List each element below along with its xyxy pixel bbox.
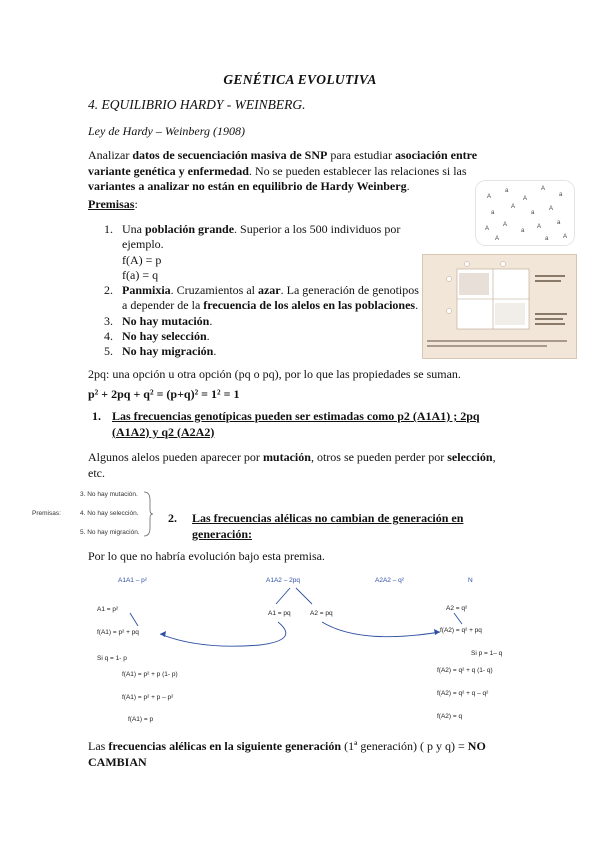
- mini-premisa-item: 3. No hay mutación.: [80, 491, 138, 498]
- brace-icon: [142, 490, 154, 538]
- svg-text:A: A: [495, 236, 500, 242]
- svg-text:A: A: [563, 234, 568, 240]
- genotype-a2a2: A2A2 – q²: [375, 577, 404, 584]
- a2-pq: A2 = pq: [310, 610, 333, 617]
- svg-text:A: A: [503, 222, 508, 228]
- total-n: N: [468, 577, 473, 584]
- curved-arrow-icon: [160, 622, 286, 646]
- allele-freq-a-lower: f(a) = q: [122, 267, 159, 282]
- svg-text:a: a: [545, 236, 549, 242]
- list-item: 4. No hay selección.: [104, 329, 210, 344]
- svg-text:a: a: [521, 228, 525, 234]
- intro-paragraph: Analizar datos de secuenciación masiva de SNP para estudiar asociación entre variante genética y enfermedad. No se pueden establecer las relaciones si las variantes a analizar no están en equilibrio de Hardy Weinberg.: [88, 148, 478, 193]
- mini-premisas-label: Premisas:: [32, 510, 61, 517]
- svg-text:A: A: [487, 194, 492, 200]
- page-title: GENÉTICA EVOLUTIVA: [223, 72, 377, 87]
- svg-text:a: a: [505, 188, 509, 194]
- a2-value: A2 = q²: [446, 605, 468, 612]
- svg-text:a: a: [559, 192, 563, 198]
- section-heading: 4. EQUILIBRIO HARDY - WEINBERG.: [88, 97, 306, 112]
- mutation-paragraph: Algunos alelos pueden aparecer por mutación, otros se pueden perder por selección, etc.: [88, 450, 496, 480]
- a1-pq: A1 = pq: [268, 610, 291, 617]
- hardy-weinberg-equation: p² + 2pq + q² = (p+q)² = 1² = 1: [88, 387, 240, 401]
- allele-freq-a: f(A) = p: [122, 252, 162, 267]
- law-subtitle: Ley de Hardy – Weinberg (1908): [88, 124, 245, 138]
- premisas-list: [104, 222, 434, 360]
- no-evolution-text: Por lo que no habría evolución bajo esta premisa.: [88, 549, 325, 563]
- svg-text:a: a: [531, 210, 535, 216]
- premisas-heading: Premisas:: [88, 197, 138, 211]
- a1-value: A1 = p²: [97, 606, 119, 613]
- svg-text:A: A: [541, 186, 546, 192]
- svg-text:a: a: [491, 210, 495, 216]
- list-item: 1. Una población grande. Superior a los 500 individuos por ejemplo.: [104, 222, 401, 252]
- arrow-icon: [454, 613, 462, 624]
- svg-text:A: A: [485, 226, 490, 232]
- genotype-a1a1: A1A1 – p²: [118, 577, 147, 584]
- numbered-heading-1: 1. Las frecuencias genotípicas pueden ser estimadas como p2 (A1A1) ; 2pq (A1A2) y q2 (A2A2): [92, 409, 480, 439]
- arrow-icon: [130, 613, 138, 626]
- substitution-q: Si q = 1- p: [97, 655, 127, 662]
- list-item: 3. No hay mutación.: [104, 313, 213, 328]
- mini-premisa-item: 5. No hay migración.: [80, 529, 140, 536]
- list-item: 2. Panmixia. Cruzamientos al azar. La generación de genotipos va a depender de la frecuencia de los alelos en las poblaciones.: [104, 283, 434, 313]
- mini-premisa-item: 4. No hay selección.: [80, 510, 139, 517]
- svg-text:A: A: [537, 224, 542, 230]
- svg-text:A: A: [511, 204, 516, 210]
- f-a2-result: f(A2) = q: [437, 713, 463, 720]
- population-figure: [475, 180, 575, 246]
- f-a1-result: f(A1) = p: [128, 716, 154, 723]
- list-item: 5. No hay migración.: [104, 344, 217, 359]
- f-a1-step2: f(A1) = p² + p – p²: [122, 694, 174, 701]
- conclusion-paragraph: Las frecuencias alélicas en la siguiente generación (1ª generación) ( p y q) = NO CAMBIAN: [88, 739, 486, 769]
- svg-text:a: a: [557, 220, 561, 226]
- pq-explanation: 2pq: una opción u otra opción (pq o pq), por lo que las propiedades se suman.: [88, 367, 461, 381]
- arrow-icon: [296, 588, 312, 604]
- curved-arrow-icon: [322, 622, 440, 637]
- f-a1-sum: f(A1) = p² + pq: [97, 629, 139, 636]
- f-a1-step1: f(A1) = p² + p (1- p): [122, 671, 178, 678]
- f-a2-step2: f(A2) = q² + q – q²: [437, 690, 489, 697]
- substitution-p: Si p = 1– q: [471, 650, 503, 657]
- numbered-heading-2: 2. Las frecuencias alélicas no cambian de generación en generación:: [168, 511, 464, 541]
- arrow-icon: [276, 588, 290, 604]
- genotype-a1a2: A1A2 – 2pq: [266, 577, 300, 584]
- punnett-square-figure: [422, 254, 577, 359]
- f-a2-step1: f(A2) = q² + q (1- q): [437, 667, 493, 674]
- svg-text:A: A: [523, 196, 528, 202]
- f-a2-sum: f(A2) = q² + pq: [440, 627, 482, 634]
- svg-text:A: A: [549, 206, 554, 212]
